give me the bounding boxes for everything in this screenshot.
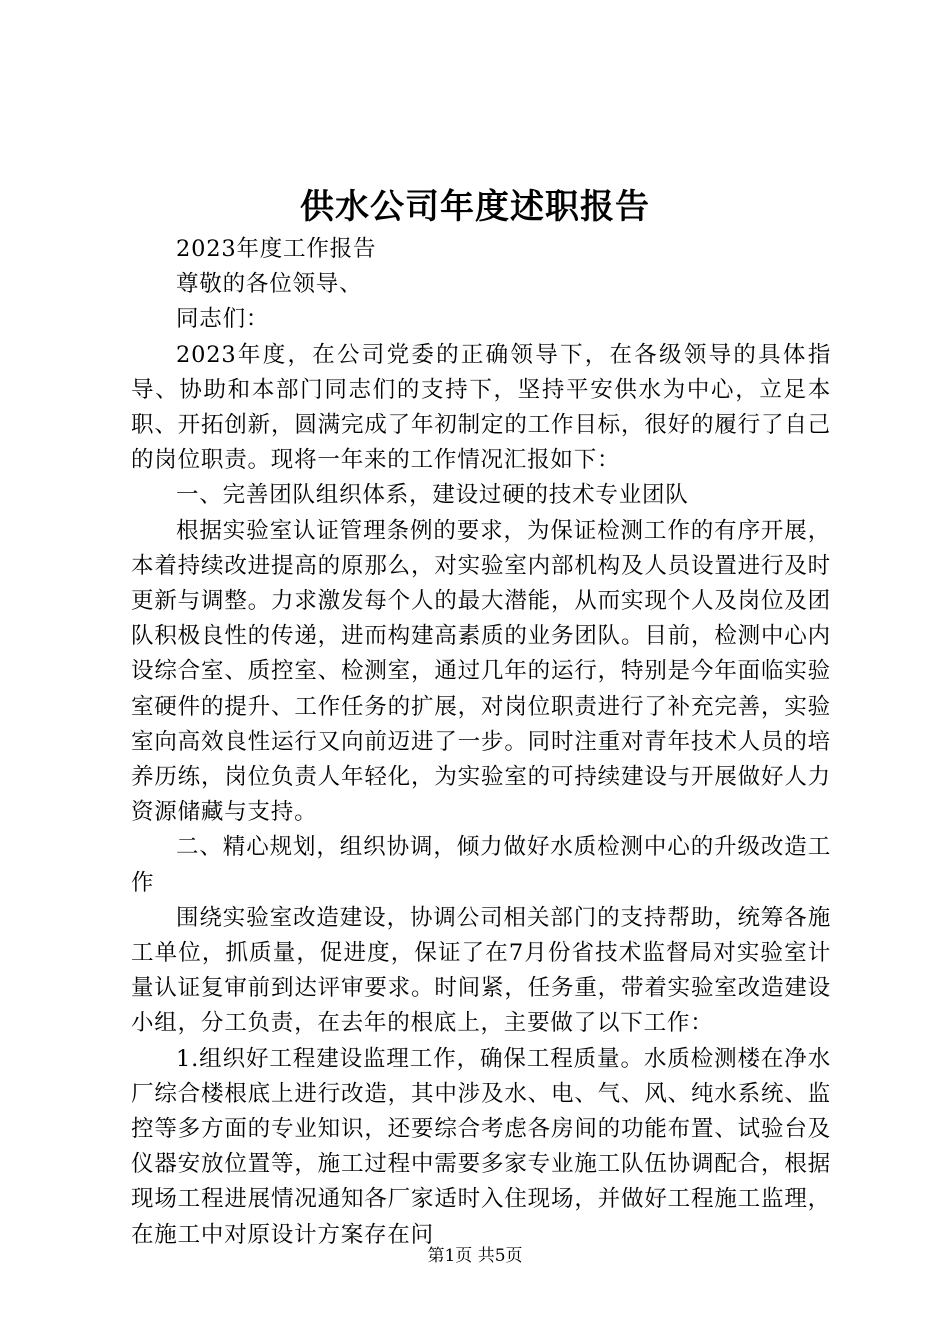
document-body [131, 232, 831, 1253]
section-heading-2: 二、精心规划，组织协调，倾力做好水质检测中心的升级改造工作 [131, 834, 831, 896]
document-title: 供水公司年度述职报告 [300, 187, 650, 227]
paragraph-report-heading: 2023年度工作报告 [176, 236, 377, 262]
paragraph-section-1: 根据实验室认证管理条例的要求，为保证检测工作的有序开展，本着持续改进提高的原那么，对实验室内部机构及人员设置进行及时更新与调整。力求激发每个人的最大潜能，从而实现个人及岗位及团队积极良性的传递，进而构建高素质的业务团队。目前，检测中心内设综合室、质控室、检测室，通过几年的运行，特别是今年面临实验室硬件的提升、工作任务的扩展，对岗位职责进行了补充完善，实验室向高效良性运行又向前迈进了一步。同时注重对青年技术人员的培养历练，岗位负责人年轻化，为实验室的可持续建设与开展做好人力资源储藏与支持。 [131, 517, 831, 826]
paragraph-intro: 2023年度，在公司党委的正确领导下，在各级领导的具体指导、协助和本部门同志们的支持下，坚持平安供水为中心，立足本职、开拓创新，圆满完成了年初制定的工作目标，很好的履行了自己的岗位职责。现将一年来的工作情况汇报如下： [131, 341, 831, 474]
paragraph-salutation: 尊敬的各位领导、 [176, 271, 363, 298]
paragraph-item-1: 1.组织好工程建设监理工作，确保工程质量。水质检测楼在净水厂综合楼根底上进行改造，其中涉及水、电、气、风、纯水系统、监控等多方面的专业知识，还要综合考虑各房间的功能布置、试验台及仪器安放位置等，施工过程中需要多家专业施工队伍协调配合，根据现场工程进展情况通知各厂家适时入住现场，并做好工程施工监理，在施工中对原设计方案存在问 [131, 1045, 831, 1248]
page-footer: 第1页 共5页 [427, 1246, 523, 1266]
paragraph-section-2: 围绕实验室改造建设，协调公司相关部门的支持帮助，统筹各施工单位，抓质量，促进度，保证了在7月份省技术监督局对实验室计量认证复审前到达评审要求。时间紧，任务重，带着实验室改造建设小组，分工负责，在去年的根底上，主要做了以下工作： [131, 904, 831, 1037]
section-heading-1: 一、完善团队组织体系，建设过硬的技术专业团队 [176, 482, 689, 509]
paragraph-salutation-2: 同志们： [176, 306, 270, 333]
